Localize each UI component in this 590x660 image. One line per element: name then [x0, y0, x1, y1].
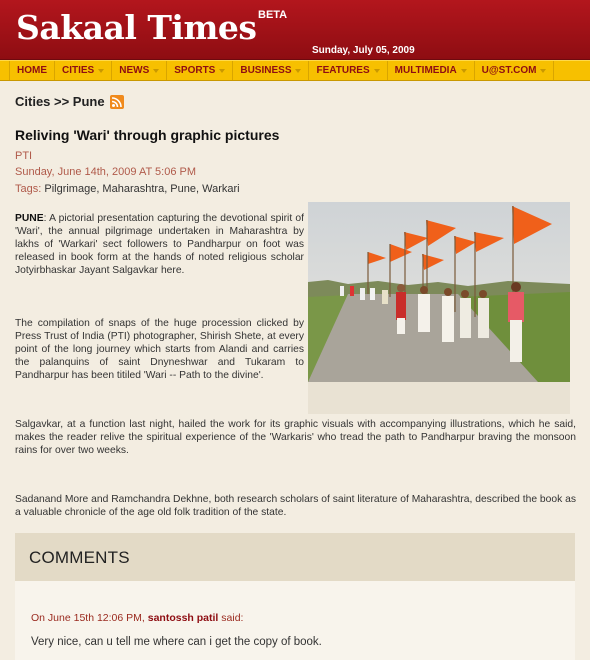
article-paragraph-4: Sadanand More and Ramchandra Dekhne, both research scholars of saint literature of Maharashtra, described the book as a valuable chronicle of the age old folk tradition of the state. [15, 494, 576, 518]
nav-multimedia[interactable] [388, 61, 475, 80]
tags-label: Tags: [15, 183, 42, 195]
nav-business-label: BUSINESS [240, 65, 292, 76]
comment-meta [31, 612, 243, 624]
chevron-down-icon [461, 69, 467, 73]
nav-features-label: FEATURES [316, 65, 370, 76]
chevron-down-icon [153, 69, 159, 73]
nav-news[interactable] [112, 61, 167, 80]
breadcrumb-text[interactable]: Cities >> Pune [15, 94, 105, 109]
comment-text: Very nice, can u tell me where can i get the copy of book. [31, 636, 322, 648]
site-header [0, 0, 590, 60]
article-paragraph-2: The compilation of snaps of the huge procession clicked by Press Trust of India (PTI) photographer, Shirish Shete, at every point of the long journey which starts from Alandi and carries the palanquins of saint Dnyneshwar and Tukaram to Pandharpur has been titiled 'Wari -- Path to the divine'. [15, 318, 304, 381]
article-paragraph-1-text: : A pictorial presentation capturing the devotional spirit of 'Wari', the annual pilgrimage undertaken in Maharashtra by lakhs of 'Warkari' sect followers to Pandharpur on foot was released in book form at the hands of noted religious scholar Jotyirbhaskar Jayant Salgavkar here. [15, 213, 304, 276]
comment-said: said: [221, 612, 244, 624]
nav-ust[interactable] [475, 61, 555, 80]
article-timestamp: Sunday, June 14th, 2009 AT 5:06 PM [15, 166, 197, 178]
article-tags [15, 183, 240, 195]
comments-title: COMMENTS [29, 548, 130, 567]
nav-business[interactable] [233, 61, 309, 80]
chevron-down-icon [540, 69, 546, 73]
nav-multimedia-label: MULTIMEDIA [394, 65, 457, 76]
nav-sports[interactable] [167, 61, 233, 80]
nav-ust-label: U@ST.COM [481, 65, 537, 76]
chevron-down-icon [374, 69, 380, 73]
chevron-down-icon [295, 69, 301, 73]
beta-badge: BETA [258, 9, 288, 21]
article-source: PTI [15, 150, 33, 162]
chevron-down-icon [98, 69, 104, 73]
breadcrumb [15, 94, 124, 109]
article-dateline: PUNE [15, 213, 44, 224]
article-headline: Reliving 'Wari' through graphic pictures [15, 127, 280, 143]
nav-news-label: NEWS [119, 65, 150, 76]
nav-sports-label: SPORTS [174, 65, 216, 76]
nav-features[interactable] [309, 61, 387, 80]
comments-header [15, 533, 575, 581]
header-date: Sunday, July 05, 2009 [312, 45, 415, 56]
tags-list[interactable]: Pilgrimage, Maharashtra, Pune, Warkari [44, 183, 240, 195]
comment-author[interactable]: santossh patil [147, 612, 219, 624]
article-paragraph-3: Salgavkar, at a function last night, hailed the work for its graphic visuals with accompanying illustrations, which he said, makes the reader relive the spiritual experience of the 'Warkaris' who tread the path to Pandharpur braving the monsoon rains for over two weeks. [15, 419, 576, 456]
chevron-down-icon [219, 69, 225, 73]
comment-date: On June 15th 12:06 PM, [31, 612, 145, 624]
article-paragraph-1 [15, 212, 304, 277]
nav-home-label: HOME [17, 65, 47, 76]
article-photo [308, 202, 570, 414]
nav-home[interactable] [9, 61, 55, 80]
main-nav [0, 60, 590, 81]
nav-cities-label: CITIES [62, 65, 95, 76]
site-logo[interactable]: Sakaal Times [16, 8, 257, 47]
comment-item [15, 581, 575, 660]
nav-cities[interactable] [55, 61, 112, 80]
rss-icon[interactable] [110, 95, 124, 109]
